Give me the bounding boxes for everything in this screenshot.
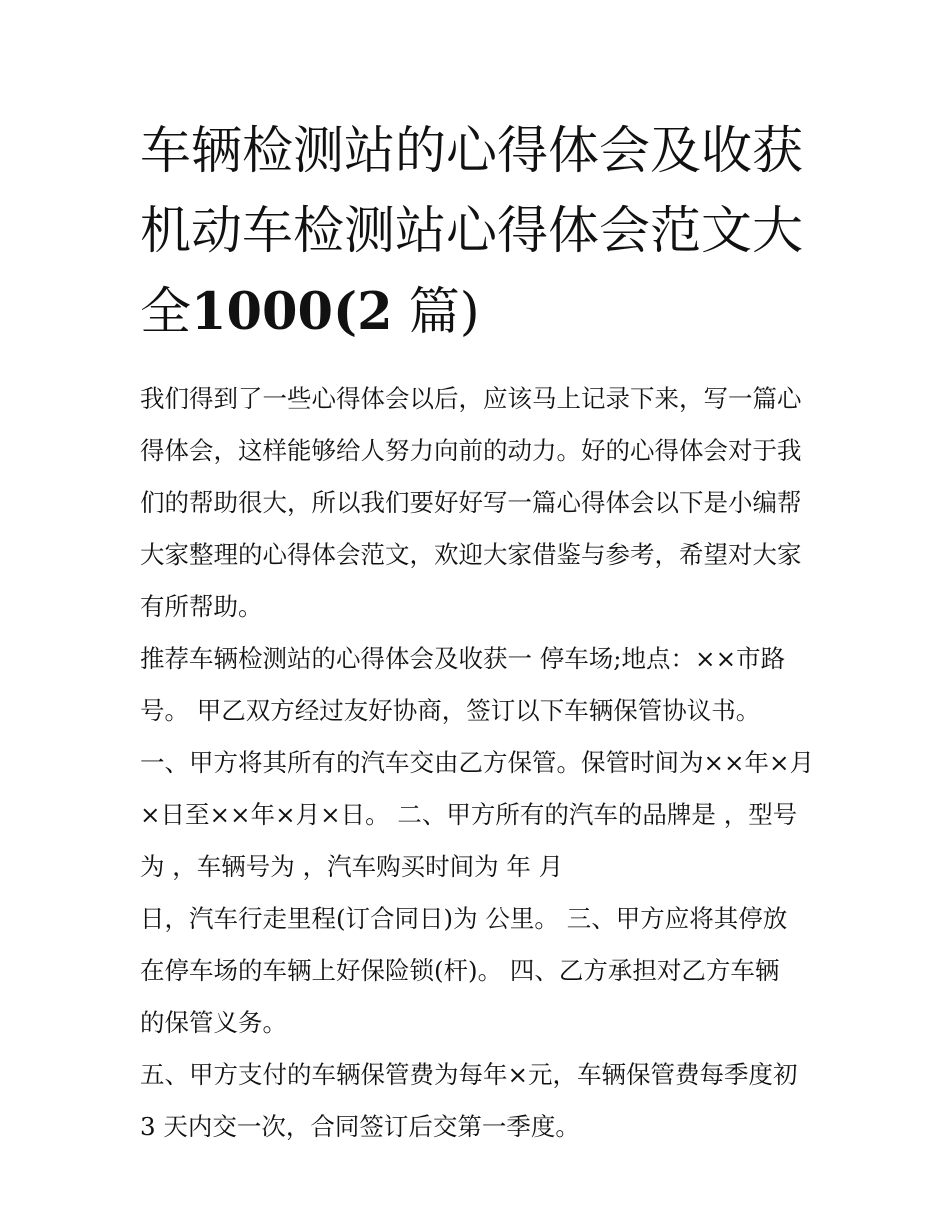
agreement-line: 日，汽车行走里程(订合同日)为 公里。 三、甲方应将其停放	[140, 904, 788, 933]
intro-line: 们的帮助很大，所以我们要好好写一篇心得体会以下是小编帮	[140, 488, 802, 517]
agreement-line: 一、甲方将其所有的汽车交由乙方保管。保管时间为××年×月	[140, 748, 815, 777]
intro-line: 我们得到了一些心得体会以后，应该马上记录下来，写一篇心	[140, 384, 802, 413]
title-line-3-bold: 1000(2	[191, 282, 393, 342]
title-line-3-suffix: 篇)	[392, 283, 480, 342]
fee-line: 五、甲方支付的车辆保管费为每年×元，车辆保管费每季度初	[140, 1060, 798, 1089]
intro-paragraph	[140, 373, 820, 633]
agreement-terms-paragraph	[140, 737, 820, 1049]
document-title	[140, 112, 820, 353]
parking-line: 推荐车辆检测站的心得体会及收获一 停车场;地点：××市路	[140, 644, 786, 673]
fee-paragraph	[140, 1049, 820, 1153]
parking-line: 号。 甲乙双方经过友好协商，签订以下车辆保管协议书。	[140, 696, 761, 725]
title-line-1: 车辆检测站的心得体会及收获	[140, 122, 804, 181]
agreement-line: ×日至××年×月×日。 二、甲方所有的汽车的品牌是 ，型号	[140, 800, 798, 829]
document-content	[140, 112, 820, 1153]
agreement-line: 为 ，车辆号为 ，汽车购买时间为 年 月	[140, 852, 564, 881]
intro-line: 大家整理的心得体会范文，欢迎大家借鉴与参考，希望对大家	[140, 540, 802, 569]
fee-line: 3 天内交一次，合同签订后交第一季度。	[140, 1112, 580, 1141]
title-line-3-prefix: 全	[140, 283, 192, 342]
intro-line: 得体会，这样能够给人努力向前的动力。好的心得体会对于我	[140, 436, 802, 465]
intro-line: 有所帮助。	[140, 592, 263, 621]
agreement-line: 在停车场的车辆上好保险锁(杆)。 四、乙方承担对乙方车辆	[140, 956, 780, 985]
parking-paragraph	[140, 633, 820, 737]
title-line-2: 机动车检测站心得体会范文大	[140, 202, 804, 261]
agreement-line: 的保管义务。	[140, 1008, 287, 1037]
title-line-3	[140, 272, 820, 353]
